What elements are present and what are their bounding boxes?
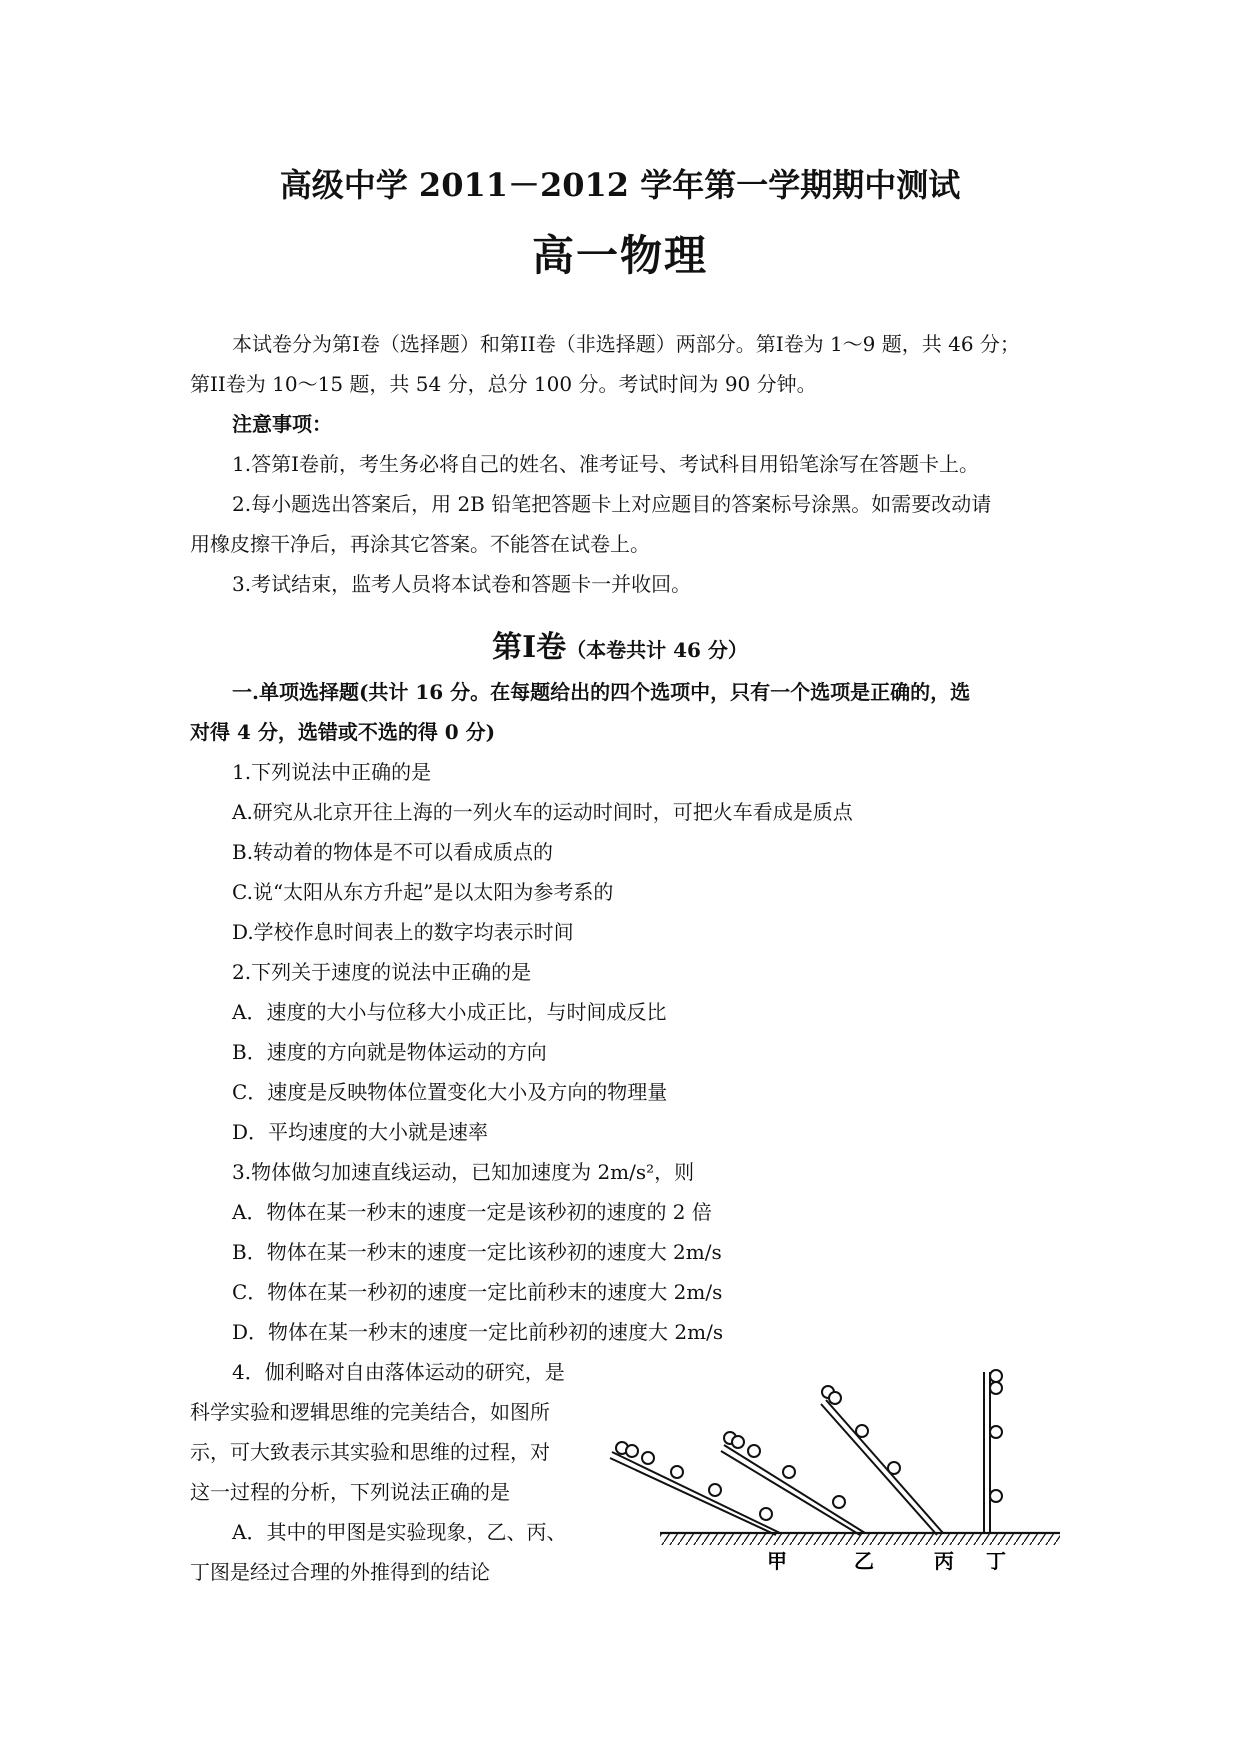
label-bing: 丙 [934,1549,954,1573]
ball [888,1462,900,1474]
note-2b: 用橡皮擦干净后，再涂其它答案。不能答在试卷上。 [190,532,650,556]
ball [671,1466,683,1478]
q2-option-b: B．速度的方向就是物体运动的方向 [232,1040,547,1064]
subject-title: 高一物理 [531,231,708,280]
q4-option-a-line-1: A．其中的甲图是实验现象，乙、丙、 [232,1520,567,1544]
q4-stem-line-1: 4．伽利略对自由落体运动的研究，是 [232,1360,565,1384]
ball [760,1508,772,1520]
intro-line-1: 本试卷分为第I卷（选择题）和第II卷（非选择题）两部分。第I卷为 1～9 题，共 46 分； [232,332,1020,356]
note-3: 3.考试结束，监考人员将本试卷和答题卡一并收回。 [232,572,692,596]
q1-option-c: C.说“太阳从东方升起”是以太阳为参考系的 [232,880,614,904]
part1-heading-line-1: 一.单项选择题(共计 16 分。在每题给出的四个选项中，只有一个选项是正确的，选 [232,680,971,704]
galileo-incline-figure [600,1350,1070,1600]
ball [856,1425,868,1437]
ball [626,1445,638,1457]
ball [833,1496,845,1508]
intro-line-2: 第II卷为 10～15 题，共 54 分，总分 100 分。考试时间为 90 分钟。 [190,372,817,396]
q3-stem: 3.物体做匀加速直线运动，已知加速度为 2m/s²，则 [232,1160,695,1184]
ball [829,1392,841,1404]
q2-option-c: C．速度是反映物体位置变化大小及方向的物理量 [232,1080,668,1104]
q2-option-a: A．速度的大小与位移大小成正比，与时间成反比 [232,1000,667,1024]
ball [990,1426,1002,1438]
q1-option-b: B.转动着的物体是不可以看成质点的 [232,840,554,864]
label-yi: 乙 [854,1549,874,1573]
note-1: 1.答第I卷前，考生务必将自己的姓名、准考证号、考试科目用铅笔涂写在答题卡上。 [232,452,979,476]
exam-title: 高级中学 2011－2012 学年第一学期期中测试 [279,166,961,204]
ball [709,1484,721,1496]
q4-stem-line-3: 示，可大致表示其实验和思维的过程，对 [190,1440,550,1464]
q1-option-d: D.学校作息时间表上的数字均表示时间 [232,920,574,944]
q2-stem: 2.下列关于速度的说法中正确的是 [232,960,532,984]
ball [990,1382,1002,1394]
q1-stem: 1.下列说法中正确的是 [232,760,432,784]
incline-bing [821,1386,943,1535]
ball [990,1370,1002,1382]
part1-heading-line-2: 对得 4 分，选错或不选的得 0 分) [190,720,496,744]
ball [732,1436,744,1448]
ball [783,1466,795,1478]
notes-heading: 注意事项： [232,412,332,436]
q4-option-a-line-2: 丁图是经过合理的外推得到的结论 [190,1560,490,1584]
q1-option-a: A.研究从北京开往上海的一列火车的运动时间时，可把火车看成是质点 [232,800,853,824]
ball [990,1490,1002,1502]
vertical-ding [984,1370,1002,1533]
q4-stem-line-4: 这一过程的分析，下列说法正确的是 [190,1480,510,1504]
section-subtitle: （本卷共计 46 分） [566,638,748,662]
q3-option-b: B．物体在某一秒末的速度一定比该秒初的速度大 2m/s [232,1240,722,1264]
ball [642,1452,654,1464]
q3-option-a: A．物体在某一秒末的速度一定是该秒初的速度的 2 倍 [232,1200,712,1224]
q3-option-d: D．物体在某一秒末的速度一定比前秒初的速度大 2m/s [232,1320,724,1344]
q4-stem-line-2: 科学实验和逻辑思维的完美结合，如图所 [190,1400,550,1424]
label-ding: 丁 [986,1549,1006,1573]
section-heading [0,622,1240,666]
ball [748,1445,760,1457]
q3-option-c: C．物体在某一秒初的速度一定比前秒末的速度大 2m/s [232,1280,723,1304]
q2-option-d: D．平均速度的大小就是速率 [232,1120,489,1144]
label-jia: 甲 [767,1549,787,1573]
note-2a: 2.每小题选出答案后，用 2B 铅笔把答题卡上对应题目的答案标号涂黑。如需要改动请 [232,492,992,516]
section-title: 第I卷 [492,630,567,665]
